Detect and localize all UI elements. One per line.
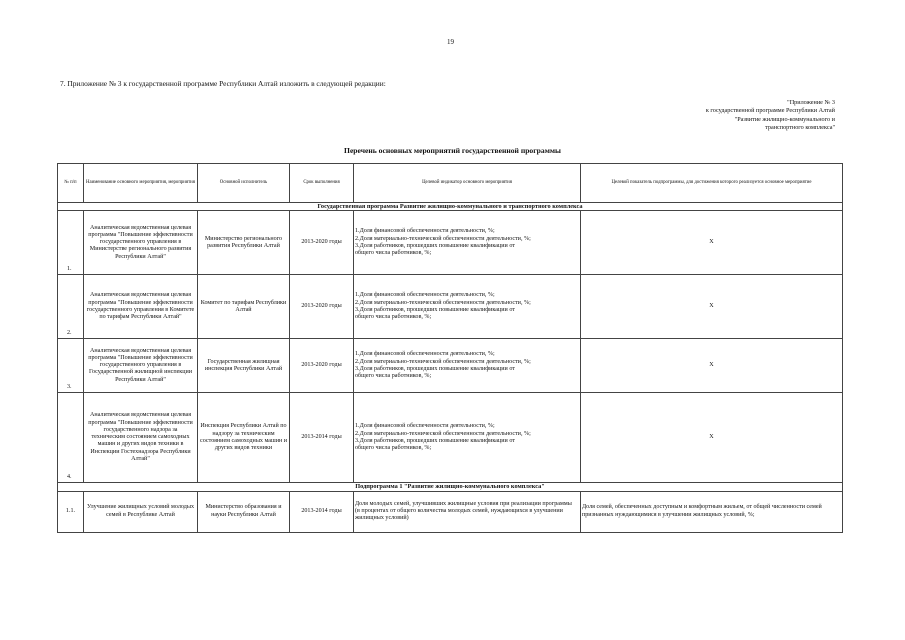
row-num: 1. xyxy=(58,211,84,275)
table-row xyxy=(58,339,843,393)
measures-table xyxy=(57,163,843,533)
section-row xyxy=(58,203,843,211)
annex-line: к государственной программе Республики Алтай xyxy=(705,107,835,115)
indicator-line: 3.Доля работников, прошедших повышение квалификации от xyxy=(355,306,515,313)
indicator-line: 3.Доля работников, прошедших повышение квалификации от xyxy=(355,437,515,444)
row-target: X xyxy=(581,275,843,339)
row-indicator xyxy=(354,275,581,339)
annex-line: "Развитие жилищно-коммунального и xyxy=(734,115,835,123)
subprogram-title: Подпрограмма 1 "Развитие жилищно-коммунального комплекса" xyxy=(58,483,843,491)
header-period: Срок выполнения xyxy=(290,164,354,203)
indicator-line: 2.Доля материально-технической обеспеченности деятельности, %; xyxy=(355,430,531,437)
annex-line: "Приложение № 3 xyxy=(787,99,835,106)
row-period: 2013-2014 годы xyxy=(290,393,354,483)
header-executor: Основной исполнитель xyxy=(198,164,290,203)
indicator-line: 3.Доля работников, прошедших повышение квалификации от xyxy=(355,365,515,372)
section-row xyxy=(58,483,843,491)
header-indicator: Целевой индикатор основного мероприятия xyxy=(354,164,581,203)
indicator-line: 1.Доля финансовой обеспеченности деятельности, %; xyxy=(355,423,495,430)
row-num: 2. xyxy=(58,275,84,339)
row-target: X xyxy=(581,339,843,393)
row-executor: Инспекция Республики Алтай по надзору за техническим состоянием самоходных машин и других видов техники xyxy=(198,393,290,483)
row-name: Аналитическая ведомственная целевая программа "Повышение эффективности государственного надзора за техническим состоянием самоходных машин и других видов техники в Инспекции Гостехнадзора Республики Алтай" xyxy=(84,393,198,483)
row-target: Доля семей, обеспеченных доступным и комфортным жильем, от общей численности семей признанных нуждающимися в улучшении жилищных условий, %; xyxy=(581,491,843,532)
row-period: 2013-2020 годы xyxy=(290,211,354,275)
intro-text: 7. Приложение № 3 к государственной программе Республики Алтай изложить в следующей редакции: xyxy=(60,79,386,88)
row-executor: Министерство регионального развития Республики Алтай xyxy=(198,211,290,275)
table-row xyxy=(58,275,843,339)
row-target: X xyxy=(581,393,843,483)
row-indicator xyxy=(354,339,581,393)
indicator-line: 2.Доля материально-технической обеспеченности деятельности, %; xyxy=(355,235,531,242)
indicator-line: 2.Доля материально-технической обеспеченности деятельности, %; xyxy=(355,358,531,365)
document-title: Перечень основных мероприятий государственной программы xyxy=(344,146,561,155)
header-target: Целевой показатель подпрограммы, для достижения которого реализуется основное мероприятие xyxy=(581,164,843,203)
row-period: 2013-2014 годы xyxy=(290,491,354,532)
indicator-line: 1.Доля финансовой обеспеченности деятельности, %; xyxy=(355,292,495,299)
row-name: Аналитическая ведомственная целевая программа "Повышение эффективности государственного управления в Государственной жилищной инспекции Республики Алтай" xyxy=(84,339,198,393)
row-name: Аналитическая ведомственная целевая программа "Повышение эффективности государственного управления в Министерстве регионального развития Республики Алтай" xyxy=(84,211,198,275)
header-name: Наименование основного мероприятия, мероприятия xyxy=(84,164,198,203)
row-name: Аналитическая ведомственная целевая программа "Повышение эффективности государственного управления в Комитете по тарифам Республики Алтай" xyxy=(84,275,198,339)
row-executor: Государственная жилищная инспекция Республики Алтай xyxy=(198,339,290,393)
table-row xyxy=(58,491,843,532)
indicator-line: 2.Доля материально-технической обеспеченности деятельности, %; xyxy=(355,299,531,306)
row-target: X xyxy=(581,211,843,275)
indicator-line: 3.Доля работников, прошедших повышение квалификации от xyxy=(355,242,515,249)
indicator-line: общего числа работников, %; xyxy=(355,250,432,257)
indicator-line: общего числа работников, %; xyxy=(355,314,432,321)
table-row xyxy=(58,393,843,483)
row-num: 1.1. xyxy=(58,491,84,532)
indicator-line: 1.Доля финансовой обеспеченности деятельности, %; xyxy=(355,228,495,235)
row-indicator: Доля молодых семей, улучшивших жилищные условия при реализации программы (в процентах от общего количества молодых семей, нуждающихся в улучшении жилищных условий) xyxy=(354,491,581,532)
row-executor: Комитет по тарифам Республики Алтай xyxy=(198,275,290,339)
annex-line: транспортного комплекса" xyxy=(765,124,835,132)
indicator-line: общего числа работников, %; xyxy=(355,445,432,452)
row-num: 3. xyxy=(58,339,84,393)
row-period: 2013-2020 годы xyxy=(290,339,354,393)
row-indicator xyxy=(354,211,581,275)
annex-heading xyxy=(595,99,835,133)
row-executor: Министерство образования и науки Республики Алтай xyxy=(198,491,290,532)
indicator-line: 1.Доля финансовой обеспеченности деятельности, %; xyxy=(355,351,495,358)
row-num: 4. xyxy=(58,393,84,483)
table-header-row xyxy=(58,164,843,203)
section-title: Государственная программа Развитие жилищно-коммунального и транспортного комплекса xyxy=(58,203,843,211)
row-indicator xyxy=(354,393,581,483)
table-row xyxy=(58,211,843,275)
page-number: 19 xyxy=(447,38,454,46)
indicator-line: общего числа работников, %; xyxy=(355,373,432,380)
header-num: № п/п xyxy=(58,164,84,203)
row-name: Улучшение жилищных условий молодых семей в Республике Алтай xyxy=(84,491,198,532)
row-period: 2013-2020 годы xyxy=(290,275,354,339)
